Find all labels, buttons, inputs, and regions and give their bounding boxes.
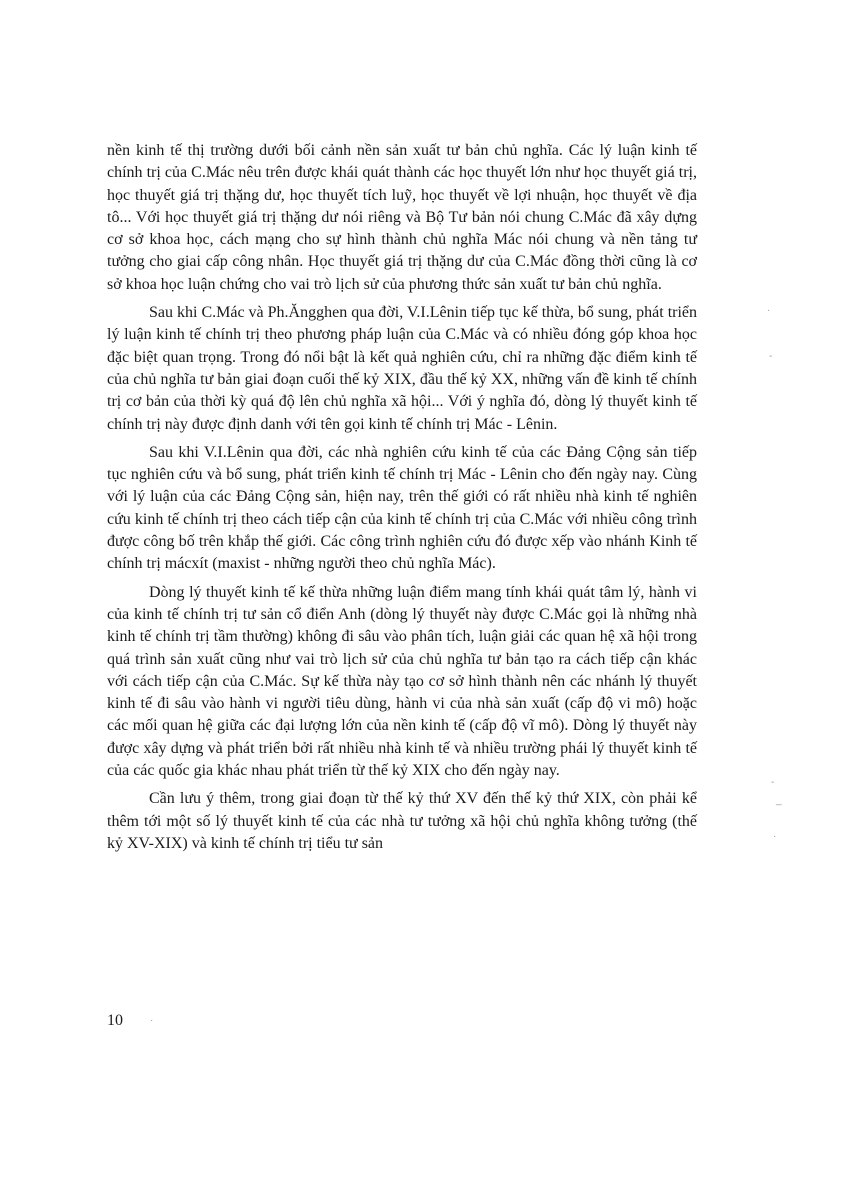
body-text <box>107 140 697 861</box>
scan-speck: - <box>769 351 773 362</box>
scan-speck: · <box>767 305 771 316</box>
paragraph: Sau khi C.Mác và Ph.Ăngghen qua đời, V.I.Lênin tiếp tục kế thừa, bổ sung, phát triển lý luận kinh tế chính trị theo phương pháp luận của C.Mác và có nhiều đóng góp khoa học đặc biệt quan trọng. Trong đó nổi bật là kết quả nghiên cứu, chỉ ra những đặc điểm kinh tế của chủ nghĩa tư bản giai đoạn cuối thế kỷ XIX, đầu thế kỷ XX, những vấn đề kinh tế chính trị cơ bản của thời kỳ quá độ lên chủ nghĩa xã hội... Với ý nghĩa đó, dòng lý thuyết kinh tế chính trị này được định danh với tên gọi kinh tế chính trị Mác - Lênin. <box>107 304 698 433</box>
paragraph: Sau khi V.I.Lênin qua đời, các nhà nghiên cứu kinh tế của các Đảng Cộng sản tiếp tục nghiên cứu và bổ sung, phát triển kinh tế chính trị Mác - Lênin cho đến ngày nay. Cùng với lý luận của các Đảng Cộng sản, hiện nay, trên thế giới có rất nhiều nhà kinh tế nghiên cứu kinh tế chính trị theo cách tiếp cận của kinh tế chính trị của C.Mác với nhiều công trình được công bố trên khắp thế giới. Các công trình nghiên cứu đó được xếp vào nhánh Kinh tế chính trị mácxít (maxist - những người theo chủ nghĩa Mác). <box>107 443 697 573</box>
scan-speck: · <box>773 831 777 842</box>
paragraph: Cần lưu ý thêm, trong giai đoạn từ thế kỷ thứ XV đến thế kỷ thứ XIX, còn phải kể thêm tới một số lý thuyết kinh tế của các nhà tư tưởng xã hội chủ nghĩa không tưởng (thế kỷ XV-XIX) và kinh tế chính trị tiểu tư sản <box>107 790 697 852</box>
scan-speck: _ <box>776 795 782 806</box>
paragraph-continuation: nền kinh tế thị trường dưới bối cảnh nền sản xuất tư bản chủ nghĩa. Các lý luận kinh tế chính trị của C.Mác nêu trên được khái quát thành các học thuyết lớn như học thuyết giá trị, học thuyết giá trị thặng dư, học thuyết tích luỹ, học thuyết về lợi nhuận, học thuyết về địa tô... Với học thuyết giá trị thặng dư nói riêng và Bộ Tư bản nói chung C.Mác đã xây dựng cơ sở khoa học, cách mạng cho sự hình thành chủ nghĩa Mác nói chung và nền tảng tư tưởng cho giai cấp công nhân. Học thuyết giá trị thặng dư của C.Mác đồng thời cũng là cơ sở khoa học luận chứng cho vai trò lịch sử của phương thức sản xuất tư bản chủ nghĩa. <box>107 142 697 293</box>
scan-speck: · <box>150 1015 154 1026</box>
paragraph: Dòng lý thuyết kinh tế kế thừa những luận điểm mang tính khái quát tâm lý, hành vi của kinh tế chính trị tư sản cổ điển Anh (dòng lý thuyết này được C.Mác gọi là những nhà kinh tế chính trị tầm thường) không đi sâu vào phân tích, luận giải các quan hệ xã hội trong quá trình sản xuất cũng như vai trò lịch sử của chủ nghĩa tư bản tạo ra cách tiếp cận khác với cách tiếp cận của C.Mác. Sự kế thừa này tạo cơ sở hình thành nên các nhánh lý thuyết kinh tế đi sâu vào hành vi người tiêu dùng, hành vi của nhà sản xuất (cấp độ vi mô) hoặc các mối quan hệ giữa các đại lượng lớn của nền kinh tế (cấp độ vĩ mô). Dòng lý thuyết này được xây dựng và phát triển bởi rất nhiều nhà kinh tế và nhiều trường phái lý thuyết kinh tế của các quốc gia khác nhau phát triển từ thế kỷ XIX cho đến ngày nay. <box>107 583 697 780</box>
scan-speck: - <box>771 777 775 788</box>
page-number: 10 <box>107 1012 123 1029</box>
